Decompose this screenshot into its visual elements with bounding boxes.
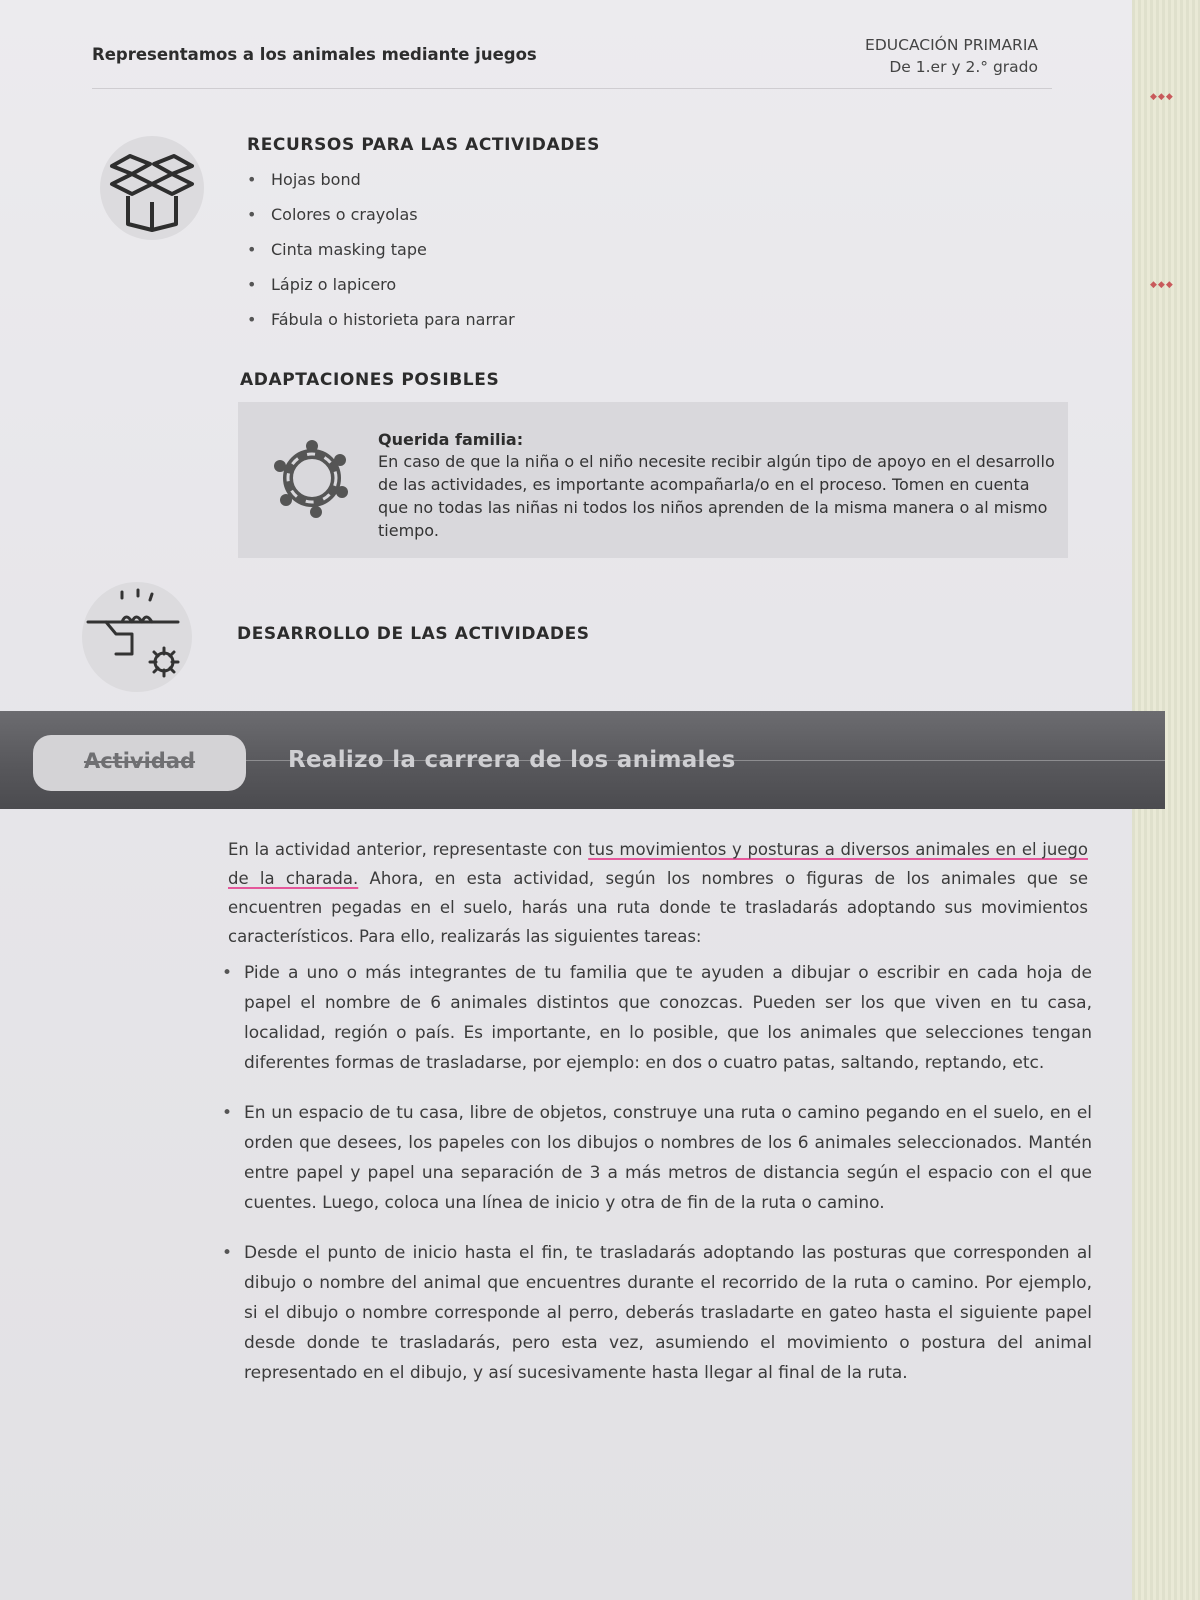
highlighted-text: tus movimientos y posturas a diversos animales en el juego de la charada. [228,840,1088,888]
resource-item: • Colores o crayolas [245,203,515,238]
level-line-1: EDUCACIÓN PRIMARIA [865,36,1038,54]
task-item: • Desde el punto de inicio hasta el fin, te trasladarás adoptando las posturas que corresponden al dibujo o nombre del animal que encuentres durante el recorrido de la ruta o camino. Por ejemplo, si el dibujo o nombre corresponde al perro, deberás trasladarte en gateo hasta el siguiente papel desde donde te trasladarás, pero esta vez, asumiendo el movimiento o postura del animal representado en el dibujo, y así sucesivamente hasta llegar al final de la ruta. [222,1238,1092,1388]
family-greeting: Querida familia: [378,430,524,449]
header-divider [92,88,1052,89]
adaptations-text: En caso de que la niña o el niño necesite recibir algún tipo de apoyo en el desarrollo de las actividades, es importante acompañarla/o en el proceso. Tomen en cuenta que no todas las niñas ni todos los niños aprenden de la misma manera o al mismo tiempo. [378,452,1055,540]
activity-label: Actividad [83,749,196,773]
intro-text-1: En la actividad anterior, representaste con [228,840,589,859]
box-icon [100,136,204,240]
fabric-pattern: ◆◆◆ [1150,92,1174,102]
task-list [222,958,1092,1408]
resource-item: • Lápiz o lapicero [245,273,515,308]
task-item: • En un espacio de tu casa, libre de objetos, construye una ruta o camino pegando en el suelo, en el orden que desees, los papeles con los dibujos o nombres de los 6 animales seleccionados. Mantén entre papel y papel una separación de 3 a más metros de distancia según el espacio con el que cuentes. Luego, coloca una línea de inicio y otra de fin de la ruta o camino. [222,1098,1092,1218]
intro-text-2: Ahora, en esta actividad, según los nombres o figuras de los animales que se encuentren pegadas en el suelo, harás una ruta donde te trasladarás adoptando sus movimientos característicos. Para ello, realizarás las siguientes tareas: [228,869,1088,946]
fabric-pattern: ◆◆◆ [1150,280,1174,290]
resource-item: • Hojas bond [245,168,515,203]
level-line-2: De 1.er y 2.° grado [889,58,1038,76]
page-header-title: Representamos a los animales mediante juegos [92,45,537,64]
resources-title: RECURSOS PARA LAS ACTIVIDADES [247,135,600,155]
people-circle-icon [272,438,352,522]
resources-list [245,168,515,343]
resource-item: • Fábula o historieta para narrar [245,308,515,343]
task-item: • Pide a uno o más integrantes de tu familia que te ayuden a dibujar o escribir en cada hoja de papel el nombre de 6 animales distintos que conozcas. Pueden ser los que viven en tu casa, localidad, región o país. Es importante, en lo posible, que los animales que selecciones tengan diferentes formas de trasladarse, por ejemplo: en dos o cuatro patas, saltando, reptando, etc. [222,958,1092,1078]
grade-level [865,34,1038,78]
resource-item: • Cinta masking tape [245,238,515,273]
hand-gear-icon [82,582,192,692]
activity-title: Realizo la carrera de los animales [288,747,736,773]
adaptations-title: ADAPTACIONES POSIBLES [240,370,500,390]
intro-paragraph [228,835,1088,951]
development-title: DESARROLLO DE LAS ACTIVIDADES [237,624,590,644]
